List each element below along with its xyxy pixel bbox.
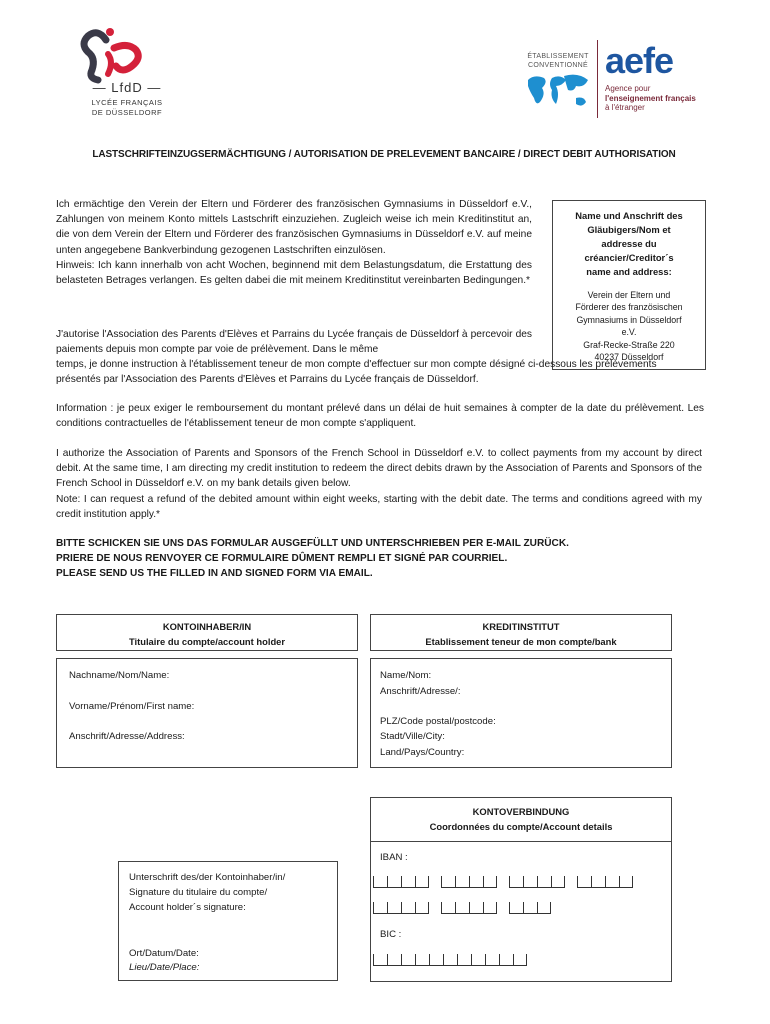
lfdd-logo-line1: LYCÉE FRANÇAIS — [91, 98, 163, 107]
account-details-header: KONTOVERBINDUNG Coordonnées du compte/Account details — [370, 797, 672, 842]
logo-divider — [597, 40, 598, 118]
account-holder-name-label: Nachname/Nom/Name: — [69, 670, 170, 681]
bank-postcode-label: PLZ/Code postal/postcode: — [380, 716, 496, 727]
french-authorisation-text-2: temps, je donne instruction à l'établissement teneur de mon compte d'effectuer sur mon compte désigné ci-dessous les prélèvements présentés par l'Association des Parents d'Elèves et Parrains du Lycée français de Düsseldorf. — [56, 359, 657, 386]
bank-address-label: Anschrift/Adresse/: — [380, 686, 461, 697]
creditor-address: Verein der Eltern und Förderer des französischen Gymnasiums in Düsseldorf e.V. Graf-Recke-Straße 220 40237 Düsseldorf — [575, 290, 683, 363]
french-information-text: Information : je peux exiger le remboursement du montant prélevé dans un délai de huit semaines à compter de la date du prélèvement. Les conditions contractuelles de l'établissement teneur de mon compte s'appliquent. — [56, 403, 704, 430]
bank-header: KREDITINSTITUT Etablissement teneur de mon compte/bank — [370, 614, 672, 651]
send-instruction-de: BITTE SCHICKEN SIE UNS DAS FORMULAR AUSGEFÜLLT UND UNTERSCHRIEBEN PER E-MAIL ZURÜCK. — [56, 538, 569, 549]
account-holder-header: KONTOINHABER/IN Titulaire du compte/account holder — [56, 614, 358, 651]
etablissement-label: ÉTABLISSEMENT CONVENTIONNÉ — [527, 53, 589, 69]
bic-input-row[interactable] — [373, 954, 527, 966]
german-authorisation-text: Ich ermächtige den Verein der Eltern und Förderer des französischen Gymnasiums in Düsseldorf e.V., Zahlungen von meinem Konto mittels Lastschrift einzuziehen. Zugleich weise ich mein Kreditinstitut an, die von dem Verein der Eltern und Förderer des französischen Gymnasiums in Düsseldorf e.V. auf meine unten angegebene Bankverbindung gezogenen Lastschriften einzulösen. Hinweis: Ich kann innerhalb von acht Wochen, beginnend mit dem Belastungsdatum, die Erstattung des belasteten Betrages verlangen. Es gelten dabei die mit meinem Kreditinstitut vereinbarten Bedingungen.* — [56, 199, 532, 287]
aefe-logo: aefe — [605, 40, 674, 81]
lfdd-logo-name: — LfdD — — [92, 80, 162, 95]
account-holder-address-label: Anschrift/Adresse/Address: — [69, 731, 185, 742]
bank-name-label: Name/Nom: — [380, 670, 432, 681]
aefe-tagline: Agence pour l'enseignement français à l'étranger — [605, 84, 696, 112]
lfdd-logo-line2: DE DÜSSELDORF — [91, 108, 163, 117]
place-date-label: Ort/Datum/Date: Lieu/Date/Place: — [129, 948, 200, 973]
iban-input-row-1[interactable] — [373, 876, 633, 888]
signature-label: Unterschrift des/der Kontoinhaber/in/ Signature du titulaire du compte/ Account holder´s signature: — [129, 872, 286, 913]
bic-label: BIC : — [380, 929, 402, 940]
bank-country-label: Land/Pays/Country: — [380, 747, 465, 758]
bank-city-label: Stadt/Ville/City: — [380, 731, 445, 742]
world-map-icon — [526, 72, 590, 112]
account-holder-first-name-label: Vorname/Prénom/First name: — [69, 701, 195, 712]
iban-input-row-2[interactable] — [373, 902, 551, 914]
send-instruction-en: PLEASE SEND US THE FILLED IN AND SIGNED FORM VIA EMAIL. — [56, 568, 373, 579]
lfdd-logo — [70, 22, 180, 122]
english-authorisation-text: I authorize the Association of Parents and Sponsors of the French School in Düsseldorf e.V. to collect payments from my account by direct debit. At the same time, I am directing my credit institution to redeem the direct debits drawn by the Association of Parents and Sponsors of the French School in Düsseldorf e.V. on my bank details given below. Note: I can request a refund of the debited amount within eight weeks, starting with the debit date. The terms and conditions agreed with my credit institution apply.* — [56, 448, 702, 520]
creditor-heading: Name und Anschrift des Gläubigers/Nom et addresse du créancier/Creditor´s name and address: — [575, 210, 683, 277]
signature-box[interactable] — [118, 861, 338, 981]
send-instruction-fr: PRIERE DE NOUS RENVOYER CE FORMULAIRE DÛMENT REMPLI ET SIGNÉ PAR COURRIEL. — [56, 553, 508, 564]
iban-label: IBAN : — [380, 852, 408, 863]
account-holder-fields[interactable] — [56, 658, 358, 768]
page-title: LASTSCHRIFTEINZUGSERMÄCHTIGUNG / AUTORISATION DE PRELEVEMENT BANCAIRE / DIRECT DEBIT AUTHORISATION — [92, 149, 676, 160]
creditor-info-box — [552, 200, 706, 370]
french-authorisation-text-1: J'autorise l'Association des Parents d'Elèves et Parrains du Lycée français de Düsseldorf à percevoir des paiements depuis mon compte par voie de prélèvement. Dans le même — [56, 329, 532, 356]
bank-fields[interactable] — [370, 658, 672, 768]
